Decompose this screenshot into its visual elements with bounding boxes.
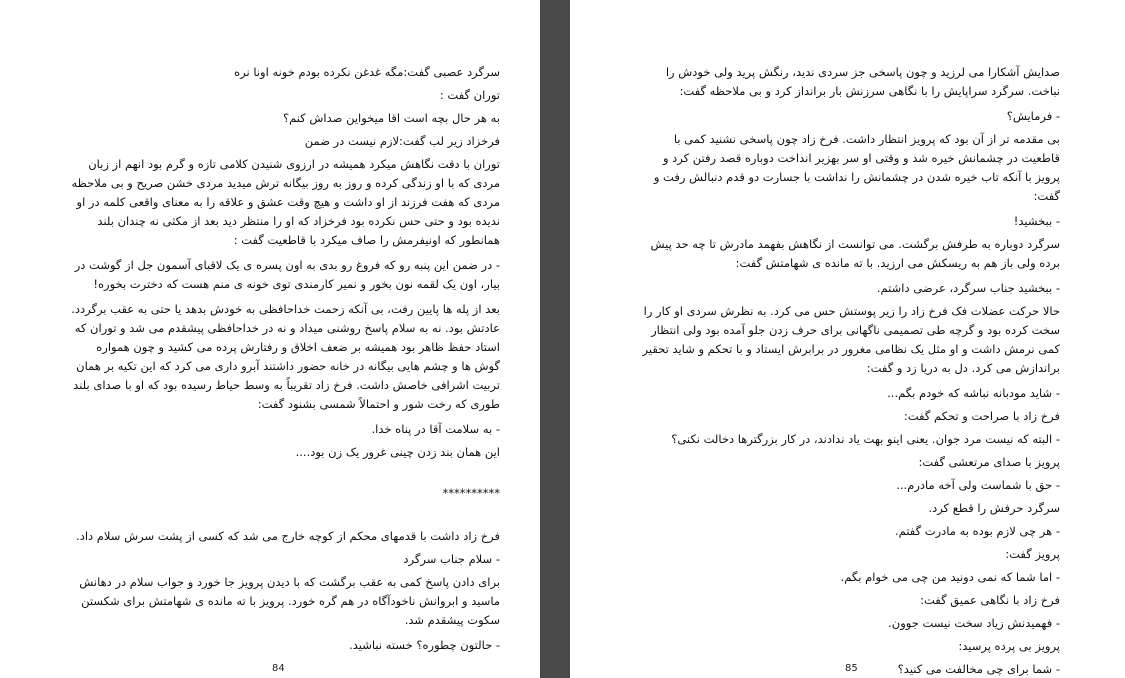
- paragraph: سرگرد حرفش را قطع کرد.: [928, 501, 1060, 515]
- paragraph: - ببخشید!: [1013, 214, 1060, 228]
- paragraph: - اما شما که نمی دونید من چی می خوام بگم.: [840, 570, 1060, 584]
- paragraph: بعد از پله ها پایین رفت، بی آنکه زحمت خداحافظی به خودش بدهد یا حتی به عقب برگردد. عادتش بود. نه به سلام پاسخ روشنی میداد و نه در خداحافظی پیشقدم می شد و توران که استاد حفظ ظاهر بود همیشه بر ضعف اخلاق و رفتارش پرده می کشید و چون همواره گوش ها و چشم هایی بیگانه در خانه حضور داشتند آبرو داری می کرد که این تکیه بر همان تربیت اشرافی خاصش داشت. فرخ زاد تقریباً به وسط حیاط رسیده بود که او با صدای بلند طوری که رخت شور و احتمالاً شمسی بشنود گفت:: [71, 302, 500, 411]
- paragraph: - در ضمن این پنبه رو که فروغ رو بدی به اون پسره ی یک لاقبای آسمون جل از گوشت در بیار، اون یک لقمه نون بخور و نمیر کارمندی توی خونه ی منم هست که دخترت بخوره!: [74, 258, 500, 291]
- left-page-text: [70, 63, 500, 659]
- left-page: [0, 0, 540, 678]
- paragraph: - هر چی لازم بوده به مادرت گفتم.: [895, 524, 1060, 538]
- right-page-text: [635, 63, 1060, 678]
- paragraph: حالا حرکت عضلات فک فرخ زاد را زیر پوستش حس می کرد. به نظرش سردی او کار را سخت کرده بود و گرچه طی تصمیمی ناگهانی برای حرف زدن جلو آمده بود ولی انتظار کمی نرمش داشت و او مثل یک نظامی مغرور در برابرش ایستاد و با تحکم و شاید تحقیر براندازش می کرد. دل به دریا زد و گفت:: [642, 304, 1060, 375]
- paragraph: پرویز گفت:: [1005, 547, 1060, 561]
- paragraph: این همان بند زدن چینی غرور یک زن بود....: [295, 445, 500, 459]
- paragraph: به هر حال بچه است اقا میخواین صداش کنم؟: [283, 111, 500, 125]
- paragraph: فرخزاد زیر لب گفت:لازم نیست در ضمن: [304, 134, 500, 148]
- paragraph: توران با دقت نگاهش میکرد همیشه در ارزوی شنیدن کلامی تازه و گرم بود انهم از زبان مردی که با او زندگی کرده و روز به روز بیگانه ترش میدید مردی خشن صریح و بی ملاحظه مردی که هفت فرزند از او داشت و هیچ وقت عشق و علاقه را به معنای واقعی کلمه در او ندیده بود و حتی حس نکرده بود فرخزاد که او را منتظر دید بعد از مکثی نه چندان بلند همانطور که اونیفرمش را صاف میکرد با قاطعیت گفت :: [71, 157, 500, 247]
- paragraph: - ببخشید جناب سرگرد، عرضی داشتم.: [876, 281, 1060, 295]
- paragraph: برای دادن پاسخ کمی به عقب برگشت که با دیدن پرویز جا خورد و جواب سلام در دهانش ماسید و ابروانش ناخودآگاه در هم گره خورد. پرویز با ته مانده ی شهامتش برای شکستن سکوت پیشقدم شد.: [79, 575, 500, 627]
- paragraph: توران گفت :: [439, 88, 500, 102]
- paragraph: - سلام جناب سرگرد: [403, 552, 500, 566]
- paragraph: فرخ زاد با نگاهی عمیق گفت:: [920, 593, 1060, 607]
- paragraph: سرگرد دوباره به طرفش برگشت. می توانست از نگاهش بفهمد مادرش تا چه حد پیش برده ولی باز هم به ریسکش می ارزید. با ته مانده ی شهامتش گفت:: [650, 237, 1060, 270]
- paragraph: بی مقدمه تر از آن بود که پرویز انتظار داشت. فرخ زاد چون پاسخی نشنید کمی با قاطعیت در چشمانش خیره شد و وقتی او سر بهزیر انداخت دوباره قصد رفتن کرد و پرویز با آنکه تاب خیره شدن در چشمانش را نداشت با جسارت دو قدم دنبالش رفت و گفت:: [653, 132, 1060, 203]
- paragraph: سرگرد عصبی گفت:مگه غدغن نکرده بودم خونه اونا نره: [234, 65, 500, 79]
- page-number: 85: [845, 663, 858, 674]
- paragraph: - به سلامت آقا در پناه خدا.: [371, 422, 500, 436]
- paragraph: فرخ زاد داشت با قدمهای محکم از کوچه خارج می شد که کسی از پشت سرش سلام داد.: [76, 529, 500, 543]
- right-page: [570, 0, 1125, 678]
- paragraph: - شما برای چی مخالفت می کنید؟: [897, 662, 1060, 676]
- paragraph: - فهمیدنش زیاد سخت نیست جوون.: [888, 616, 1060, 630]
- page-number: 84: [272, 663, 285, 674]
- paragraph: - حالتون چطوره؟ خسته نباشید.: [349, 638, 500, 652]
- paragraph: پرویز بی پرده پرسید:: [958, 639, 1060, 653]
- paragraph: - حق با شماست ولی آخه مادرم...: [896, 478, 1060, 492]
- paragraph: پرویز با صدای مرتعشی گفت:: [918, 455, 1060, 469]
- paragraph: فرخ زاد با صراحت و تحکم گفت:: [903, 409, 1060, 423]
- paragraph: - شاید مودبانه نباشه که خودم بگم...: [887, 386, 1060, 400]
- paragraph: صدایش آشکارا می لرزید و چون پاسخی جز سردی ندید، رنگش پرید ولی خودش را نباخت. سرگرد سراپایش را با نگاهی سرزنش بار برانداز کرد و بی ملاحظه گفت:: [665, 65, 1060, 98]
- page-gutter: [540, 0, 570, 678]
- paragraph: - فرمایش؟: [1006, 109, 1060, 123]
- paragraph: - البته که نیست مرد جوان. یعنی اینو بهت یاد ندادند، در کار بزرگترها دخالت نکنی؟: [671, 432, 1060, 446]
- section-separator: **********: [442, 486, 500, 500]
